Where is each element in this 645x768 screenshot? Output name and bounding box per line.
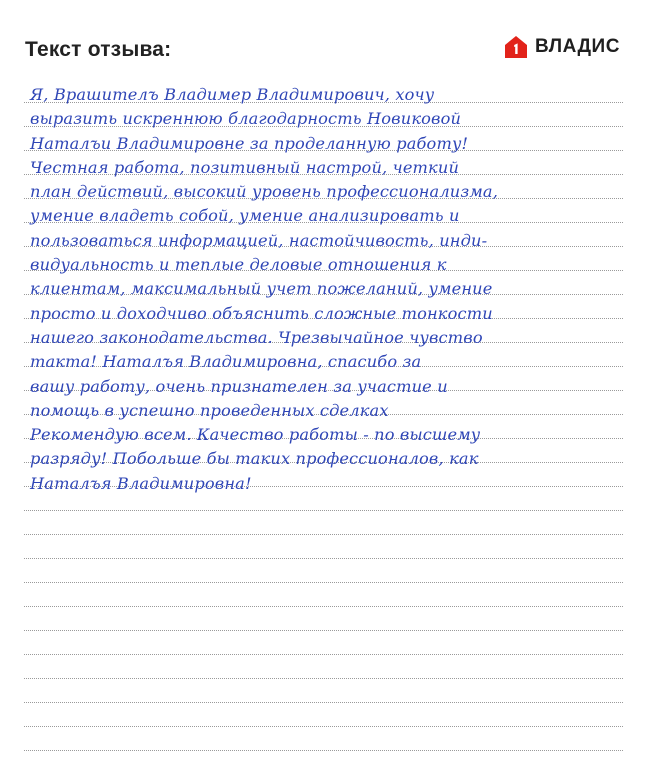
review-line: такта! Наталъя Владимировна, спасибо за xyxy=(30,352,422,372)
review-line: нашего законодательства. Чрезвычайное чувство xyxy=(30,327,483,347)
review-text xyxy=(30,84,620,497)
review-line: Я, Врашителъ Владимер Владимирович, хочу xyxy=(30,85,435,104)
review-line: Рекомендую всем. Качество работы - по высшему xyxy=(30,425,481,445)
review-line: Честная работа, позитивный настрой, четкий xyxy=(30,157,460,177)
house-logo-icon xyxy=(503,34,529,60)
review-line: умение владеть собой, умение анализировать и xyxy=(30,206,460,226)
review-line: клиентам, максимальный учет пожеланий, умение xyxy=(30,279,493,299)
review-line: вашу работу, очень признателен за участие и xyxy=(30,376,448,396)
brand-logo xyxy=(503,34,620,60)
review-line: выразить искреннюю благодарность Новиковой xyxy=(30,109,462,129)
review-line: план действий, высокий уровень профессионализма, xyxy=(30,182,499,202)
review-line: пользоваться информацией, настойчивость, инди- xyxy=(30,230,488,250)
review-line: Наталъя Владимировна! xyxy=(30,473,252,493)
review-line: видуальность и теплые деловые отношения к xyxy=(30,255,447,275)
brand-name: ВЛАДИС xyxy=(535,36,620,57)
review-line: Наталъи Владимировне за проделанную работу! xyxy=(30,133,469,153)
review-line: разряду! Побольше бы таких профессионалов, как xyxy=(30,449,479,469)
review-title: Текст отзыва: xyxy=(25,38,172,61)
review-line: помощь в успешно проведенных сделках xyxy=(30,400,389,420)
review-line: просто и доходчиво объяснить сложные тонкости xyxy=(30,303,493,323)
